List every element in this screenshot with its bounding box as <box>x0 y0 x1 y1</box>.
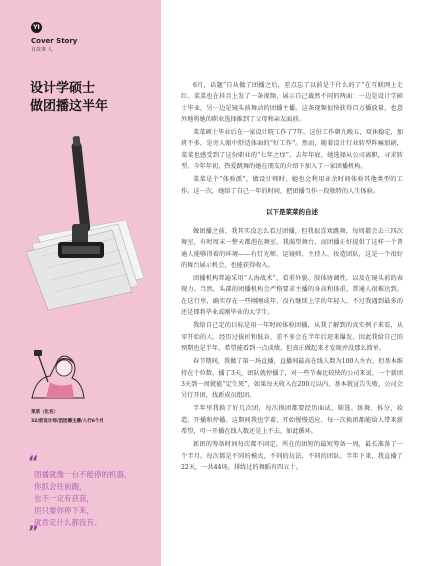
quote-close-mark: ” <box>28 522 39 541</box>
headline-line-2: 做团播这半年 <box>30 99 109 114</box>
article-paragraph: 春节期间，我做了第一场直播，直播间最高在线人数为100人左右，但基本维持在个位数。播了3天，团队就停播了，对一些节奏比较快的公司来说，一个新团3天到一周就能“定生死”，如果每天收入在200元以内，基本就宣告失败，公司会另行开团，找新成员组团。 <box>181 358 403 400</box>
article-paragraph: 半年里我换了好几次团，每次换团都要经历面试、筛选、练舞、拆分、妆造、开播和停播。这期间我也学着，开始慢慢适应。每一次换团都能给人带来新希望，可一开播在线人数还是上不去，如此循环。 <box>181 405 403 436</box>
author-description: 32/前设计师/团团播主播/入行6个月 <box>31 419 104 424</box>
author-avatar <box>28 348 88 403</box>
article-paragraph: 6月，话题“自从做了团播之后，差点忘了以前是干什么的了”在互联网上走红。菜菜也在抖音上发了一条视频，展示自己截然不同的两面：一边是设计学硕士毕业，另一边是镜头前舞动的团播主播。这条视频很快获得百万播放量，也意外地将她的职业选择推到了父母和亲友面前。 <box>181 82 403 123</box>
article-paragraph: 我给自己定的目标是用一年时间体验团播，从我了解到的真实例子来看，从零开始的人，经历过拔折和低谷，差不多会在半年后迎来爆发，因此我给自己的预期也是半年，希望能看到一点成绩，但真正做起来才发现并没那么简单。 <box>181 322 403 352</box>
quote-line: 也不一定有获获， <box>34 494 94 503</box>
quote-line: 团播就像一台不能停的机器， <box>34 470 132 479</box>
quote-open-mark: “ <box>28 452 39 471</box>
headline-line-1: 设计学硕士 <box>30 81 96 96</box>
sidebar <box>0 0 161 566</box>
section-subtitle: 有故事 人 <box>31 47 53 53</box>
article-paragraph: 团播机构普遍采用“人海战术”，看重外貌、肢体协调性，以及在镜头前的表现力。当然，头部的团播机构会严格要求主播的身高和体重，普通人很难达到。在这行里，确实存在一些刚刚成年、没有继续上学的年轻人，不过我遇到最多的还是即将毕业或刚毕业的大学生。 <box>181 275 403 317</box>
article-headline <box>30 80 155 116</box>
pull-quote <box>34 469 132 529</box>
article-paragraph: 菜菜是个“体验派”，做设计师时，她也会利用业余时间体验其他类型的工作。这一次，她给了自己一年的时间，把团播当作一段独特的人生体验。 <box>181 176 403 195</box>
quote-line: 但只要你停下来， <box>34 506 94 515</box>
quote-line: 就肯定什么都没有。 <box>34 518 102 527</box>
article-body <box>181 80 403 475</box>
quote-line: 你抓会往前跑， <box>34 482 87 491</box>
article-paragraph: 新团的筹备时间每次都不固定。所在的团短的最短筹备一周，最长准备了一个半月。每次都是不同的模式，不同的玩法，不同的团队。半年下来，我直播了22天，一共44场。排练过的舞蹈有四五十。 <box>181 441 403 471</box>
article-subtitle: 以下是菜菜的自述 <box>266 207 318 216</box>
magazine-logo: YI <box>31 22 42 33</box>
article-paragraph: 菜菜硕士毕业后在一家设计院工作了7年。这份工作朝九晚五，双休稳定，加班不多，是旁人眼中舒适体面的“好工作”。然而，随着设计行业转型阵痛加剧，菜菜也感受到了这份职业的“七年之痒”。去年年底，她选择从公司离职，寻求转型。今年年初，热爱跳舞的她在朋友的介绍下加入了一家团播机构。 <box>181 129 403 171</box>
gimbal-illustration <box>18 128 153 328</box>
section-title: Cover Story <box>31 37 78 45</box>
author-name: 菜菜（化名） <box>31 410 58 415</box>
article-paragraph: 做团播之前，我其实没怎么看过团播，但我很喜欢跳舞，每周都会去三四次舞室，有时周末一整天都泡在舞室。我渴望舞台，而团播正好提供了这样一个普通人能够得着的环境——有灯光师、运镜师、主持人、妆造团队，这是一个很好的舞台展示机会，也能获得收入。 <box>181 227 403 269</box>
